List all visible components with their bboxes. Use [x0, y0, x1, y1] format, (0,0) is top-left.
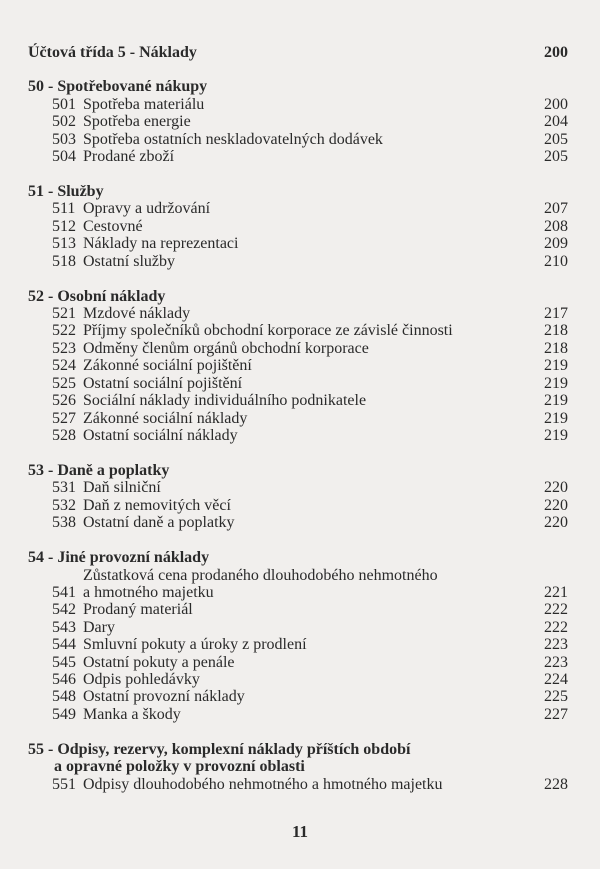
account-name-text: Ostatní daně a poplatky — [83, 514, 235, 532]
account-name-text: Ostatní provozní náklady — [83, 688, 245, 706]
toc-section — [28, 462, 568, 532]
table-of-contents — [28, 44, 568, 811]
toc-entry — [28, 200, 568, 217]
toc-entry — [28, 131, 568, 148]
account-name — [83, 253, 528, 270]
account-number: 526 — [52, 392, 76, 410]
toc-entry — [28, 776, 568, 793]
entry-page: 218 — [544, 322, 568, 340]
account-name — [83, 322, 528, 339]
entry-page: 219 — [544, 392, 568, 410]
account-name-text: Manka a škody — [83, 705, 181, 723]
section-heading — [28, 288, 568, 305]
toc-title-row — [28, 44, 568, 61]
entry-page: 210 — [544, 252, 568, 270]
account-name-text: Spotřeba ostatních neskladovatelných dodávek — [83, 130, 383, 148]
account-name — [83, 776, 528, 793]
toc-section — [28, 741, 568, 793]
entry-page: 204 — [544, 113, 568, 131]
account-number: 541 — [52, 583, 76, 601]
account-number: 546 — [52, 670, 76, 688]
entry-page: 207 — [544, 200, 568, 218]
entry-page: 217 — [544, 305, 568, 323]
toc-entry — [28, 357, 568, 374]
account-number: 531 — [52, 479, 76, 497]
toc-entry — [28, 688, 568, 705]
account-name-text: Zákonné sociální náklady — [83, 409, 248, 427]
entry-page: 219 — [544, 409, 568, 427]
account-name — [83, 305, 528, 322]
toc-entry — [28, 218, 568, 235]
section-heading-text: 55 - Odpisy, rezervy, komplexní náklady příštích období — [28, 740, 411, 758]
entry-page: 205 — [544, 130, 568, 148]
account-name-text: Mzdové náklady — [83, 305, 191, 323]
entry-page: 224 — [544, 670, 568, 688]
account-name — [83, 567, 528, 602]
account-number: 513 — [52, 235, 76, 253]
toc-entry — [28, 514, 568, 531]
account-number: 525 — [52, 374, 76, 392]
account-name — [83, 96, 528, 113]
toc-entry — [28, 148, 568, 165]
toc-entry — [28, 305, 568, 322]
account-name-text: Daň silniční — [83, 479, 161, 497]
account-number: 501 — [52, 95, 76, 113]
account-number: 512 — [52, 217, 76, 235]
account-number: 511 — [52, 200, 76, 218]
section-heading-continuation: a opravné položky v provozní oblasti — [54, 758, 305, 776]
account-name — [83, 636, 528, 653]
account-name — [83, 619, 528, 636]
section-heading — [28, 549, 568, 566]
account-name — [83, 514, 528, 531]
account-name — [83, 497, 528, 514]
toc-section — [28, 183, 568, 270]
account-number: 523 — [52, 339, 76, 357]
toc-entry — [28, 410, 568, 427]
account-name-text: Odpisy dlouhodobého nehmotného a hmotného majetku — [83, 775, 443, 793]
account-number: 518 — [52, 252, 76, 270]
account-name-text: Ostatní služby — [83, 252, 175, 270]
account-name — [83, 131, 528, 148]
account-name-text: Daň z nemovitých věcí — [83, 496, 231, 514]
section-heading — [28, 462, 568, 479]
account-number: 503 — [52, 130, 76, 148]
toc-sections — [28, 78, 568, 793]
account-number: 548 — [52, 688, 76, 706]
toc-entry — [28, 601, 568, 618]
toc-entry — [28, 497, 568, 514]
account-number: 549 — [52, 705, 76, 723]
account-name-text: Ostatní sociální pojištění — [83, 374, 243, 392]
account-name-text: Opravy a udržování — [83, 200, 211, 218]
toc-section — [28, 78, 568, 165]
account-name — [83, 410, 528, 427]
toc-section — [28, 549, 568, 723]
account-number: 544 — [52, 636, 76, 654]
entry-page: 220 — [544, 514, 568, 532]
toc-entry — [28, 235, 568, 252]
entry-page: 221 — [544, 583, 568, 601]
account-number: 504 — [52, 148, 76, 166]
toc-entry — [28, 671, 568, 688]
entry-page: 200 — [544, 95, 568, 113]
account-name-text: Ostatní pokuty a penále — [83, 653, 235, 671]
account-name — [83, 235, 528, 252]
account-name-text: Odměny členům orgánů obchodní korporace — [83, 339, 369, 357]
entry-page: 218 — [544, 339, 568, 357]
toc-entry — [28, 322, 568, 339]
account-name — [83, 688, 528, 705]
entry-page: 222 — [544, 601, 568, 619]
toc-entry — [28, 567, 568, 602]
account-name — [83, 340, 528, 357]
account-name — [83, 671, 528, 688]
toc-section — [28, 288, 568, 445]
account-name-text: Smluvní pokuty a úroky z prodlení — [83, 636, 307, 654]
toc-entry — [28, 375, 568, 392]
class-title: Účtová třída 5 - Náklady — [28, 44, 197, 61]
toc-entry — [28, 636, 568, 653]
account-name — [83, 375, 528, 392]
entry-page: 228 — [544, 775, 568, 793]
entry-page: 209 — [544, 235, 568, 253]
section-heading-text: 51 - Služby — [28, 183, 104, 201]
toc-entry — [28, 654, 568, 671]
toc-entry — [28, 340, 568, 357]
account-number: 545 — [52, 653, 76, 671]
section-heading — [28, 78, 568, 95]
account-name-text: Náklady na reprezentaci — [83, 235, 239, 253]
account-name-text: Odpis pohledávky — [83, 670, 200, 688]
account-name — [83, 706, 528, 723]
account-number: 524 — [52, 357, 76, 375]
toc-entry — [28, 96, 568, 113]
entry-page: 225 — [544, 688, 568, 706]
toc-entry — [28, 479, 568, 496]
toc-entry — [28, 113, 568, 130]
account-name-text: Prodané zboží — [83, 148, 175, 166]
section-heading-text: 50 - Spotřebované nákupy — [28, 78, 208, 96]
account-number: 543 — [52, 618, 76, 636]
account-number: 502 — [52, 113, 76, 131]
entry-page: 205 — [544, 148, 568, 166]
account-name — [83, 357, 528, 374]
account-name — [83, 200, 528, 217]
section-heading — [28, 183, 568, 200]
entry-page: 208 — [544, 217, 568, 235]
account-name-text: Sociální náklady individuálního podnikatele — [83, 392, 367, 410]
class-title-page: 200 — [544, 44, 568, 61]
toc-entry — [28, 619, 568, 636]
account-name-text: Zákonné sociální pojištění — [83, 357, 252, 375]
entry-page: 219 — [544, 374, 568, 392]
entry-page: 219 — [544, 357, 568, 375]
account-name-text: Spotřeba materiálu — [83, 95, 205, 113]
section-heading-text: 53 - Daně a poplatky — [28, 461, 170, 479]
toc-entry — [28, 427, 568, 444]
account-name-text: Příjmy společníků obchodní korporace ze závislé činnosti — [83, 322, 453, 340]
account-name — [83, 479, 528, 496]
account-number: 538 — [52, 514, 76, 532]
account-name-text: Spotřeba energie — [83, 113, 191, 131]
account-name — [83, 148, 528, 165]
account-number: 521 — [52, 305, 76, 323]
entry-page: 223 — [544, 653, 568, 671]
page-number: 11 — [291, 822, 309, 841]
toc-entry — [28, 392, 568, 409]
toc-entry — [28, 706, 568, 723]
account-name — [83, 601, 528, 618]
account-name-text: Zůstatková cena prodaného dlouhodobého nehmotného — [83, 566, 438, 584]
section-heading — [28, 741, 568, 776]
account-name-text: Prodaný materiál — [83, 601, 193, 619]
entry-page: 222 — [544, 618, 568, 636]
entry-page: 219 — [544, 426, 568, 444]
account-name — [83, 392, 528, 409]
account-name-text: Cestovné — [83, 217, 143, 235]
account-name — [83, 427, 528, 444]
account-name-text: Dary — [83, 618, 115, 636]
entry-page: 227 — [544, 705, 568, 723]
account-name-text: Ostatní sociální náklady — [83, 426, 238, 444]
account-number: 542 — [52, 601, 76, 619]
entry-page: 220 — [544, 479, 568, 497]
section-heading-text: 54 - Jiné provozní náklady — [28, 549, 210, 567]
account-number: 527 — [52, 409, 76, 427]
account-name — [83, 113, 528, 130]
entry-page: 220 — [544, 496, 568, 514]
account-name-continuation: a hmotného majetku — [83, 583, 214, 601]
account-name — [83, 654, 528, 671]
section-heading-text: 52 - Osobní náklady — [28, 287, 166, 305]
account-number: 551 — [52, 775, 76, 793]
account-number: 528 — [52, 426, 76, 444]
account-name — [83, 218, 528, 235]
account-number: 532 — [52, 496, 76, 514]
account-number: 522 — [52, 322, 76, 340]
toc-entry — [28, 253, 568, 270]
entry-page: 223 — [544, 636, 568, 654]
